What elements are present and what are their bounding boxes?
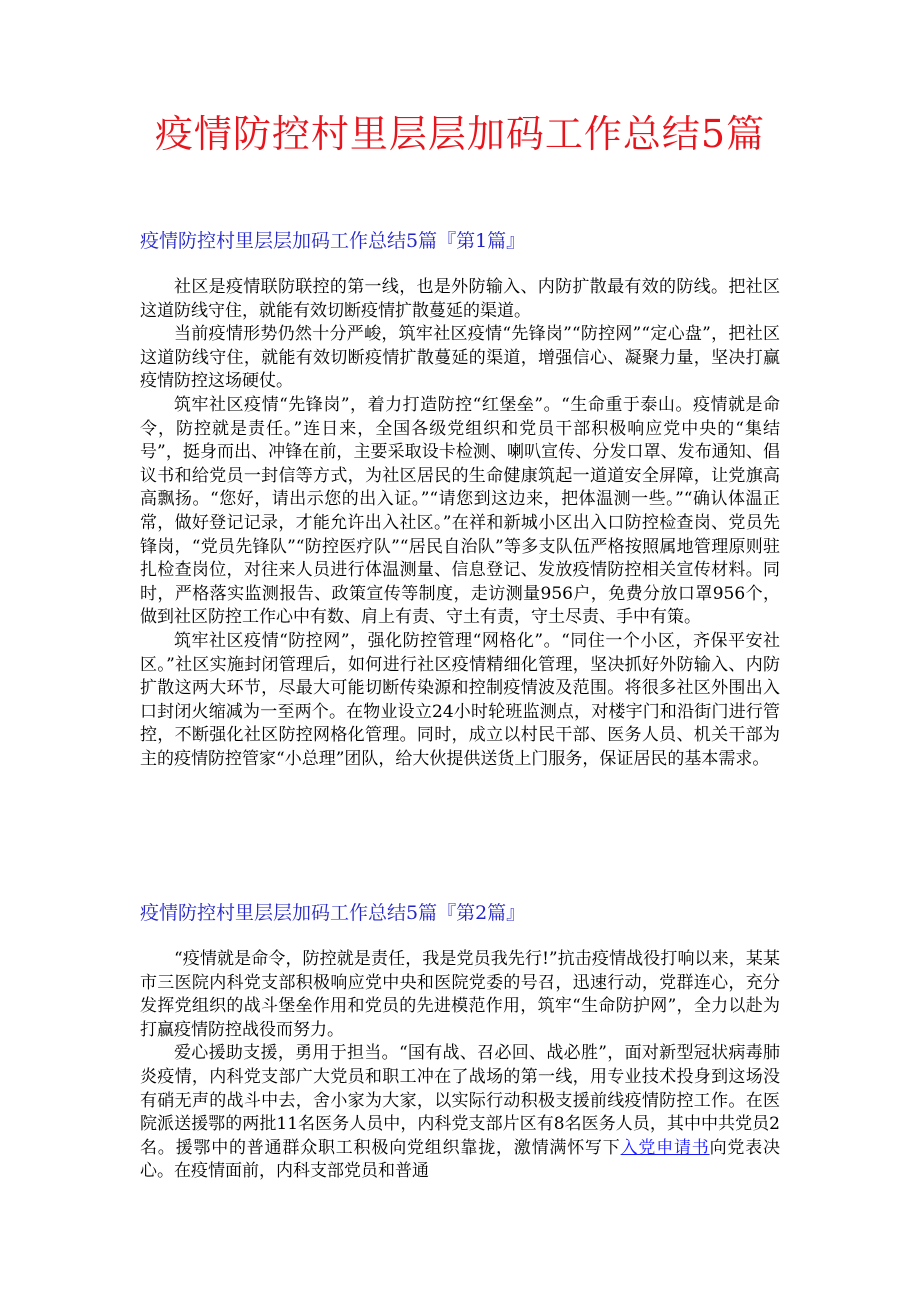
- paragraph-text-after-link: 向党表决心。在疫情面前，内科支部党员和普通: [140, 1137, 781, 1182]
- section-2-heading: 疫情防控村里层层加码工作总结5篇『第2篇』: [140, 902, 526, 924]
- section-2-body: [140, 948, 780, 1184]
- section-1-paragraph-2: 当前疫情形势仍然十分严峻，筑牢社区疫情“先锋岗”“防控网”“定心盘”，把社区这道防线守住，就能有效切断疫情扩散蔓延的渠道，增强信心、凝聚力量，坚决打赢疫情防控这场硬仗。: [140, 324, 780, 392]
- section-2-paragraph-2: [140, 1042, 780, 1184]
- section-1-paragraph-3: 筑牢社区疫情“先锋岗”，着力打造防控“红堡垒”。“生命重于泰山。疫情就是命令，防控就是责任。”连日来，全国各级党组织和党员干部积极响应党中央的“集结号”，挺身而出、冲锋在前，主要采取设卡检测、喇叭宣传、分发口罩、发布通知、倡议书和给党员一封信等方式，为社区居民的生命健康筑起一道道安全屏障，让党旗高高飘扬。“您好，请出示您的出入证。”“请您到这边来，把体温测一些。”“确认体温正常，做好登记记录，才能允许出入社区。”在祥和新城小区出入口防控检查岗、党员先锋岗，“党员先锋队”“防控医疗队”“居民自治队”等多支队伍严格按照属地管理原则驻扎检查岗位，对往来人员进行体温测量、信息登记、发放疫情防控相关宣传材料。同时，严格落实监测报告、政策宣传等制度，走访测量956户，免费分放口罩956个，做到社区防控工作心中有数、肩上有责、守土有责，守土尽责、手中有策。: [140, 394, 780, 628]
- paragraph-text-before-link: 爱心援助支援，勇用于担当。“国有战、召必回、战必胜”，面对新型冠状病毒肺炎疫情，内科党支部广大党员和职工冲在了战场的第一线，用专业技术投身到这场没有硝无声的战斗中去，舍小家为大家，以实际行动积极支援前线疫情防控工作。在医院派送援鄂的两批11名医务人员中，内科党支部片区有8名医务人员，其中中共党员2名。援鄂中的普通群众职工积极向党组织靠拢，激情满怀写下: [140, 1043, 780, 1158]
- section-1-paragraph-1: 社区是疫情联防联控的第一线，也是外防输入、内防扩散最有效的防线。把社区这道防线守住，就能有效切断疫情扩散蔓延的渠道。: [140, 277, 780, 321]
- section-1-heading: 疫情防控村里层层加码工作总结5篇『第1篇』: [140, 230, 526, 252]
- application-link[interactable]: 入党申请书: [620, 1137, 710, 1158]
- section-1-paragraph-4: 筑牢社区疫情“防控网”，强化防控管理“网格化”。“同住一个小区，齐保平安社区。”社区实施封闭管理后，如何进行社区疫情精细化管理，坚决抓好外防输入、内防扩散这两大环节，尽最大可能切断传染源和控制疫情波及范围。将很多社区外围出入口封闭火缩减为一至两个。在物业设立24小时轮班监测点，对楼宇门和沿街门进行管控，不断强化社区防控网格化管理。同时，成立以村民干部、医务人员、机关干部为主的疫情防控管家“小总理”团队，给大伙提供送货上门服务，保证居民的基本需求。: [140, 630, 780, 769]
- section-2-paragraph-1: “疫情就是命令，防控就是责任，我是党员我先行!”抗击疫情战役打响以来，某某市三医院内科党支部积极响应党中央和医院党委的号召，迅速行动，党群连心，充分发挥党组织的战斗堡垒作用和党员的先进模范作用，筑牢“生命防护网”，全力以赴为打赢疫情防控战役而努力。: [140, 949, 780, 1040]
- section-1-body: [140, 276, 780, 771]
- document-title: 疫情防控村里层层加码工作总结5篇: [154, 112, 766, 156]
